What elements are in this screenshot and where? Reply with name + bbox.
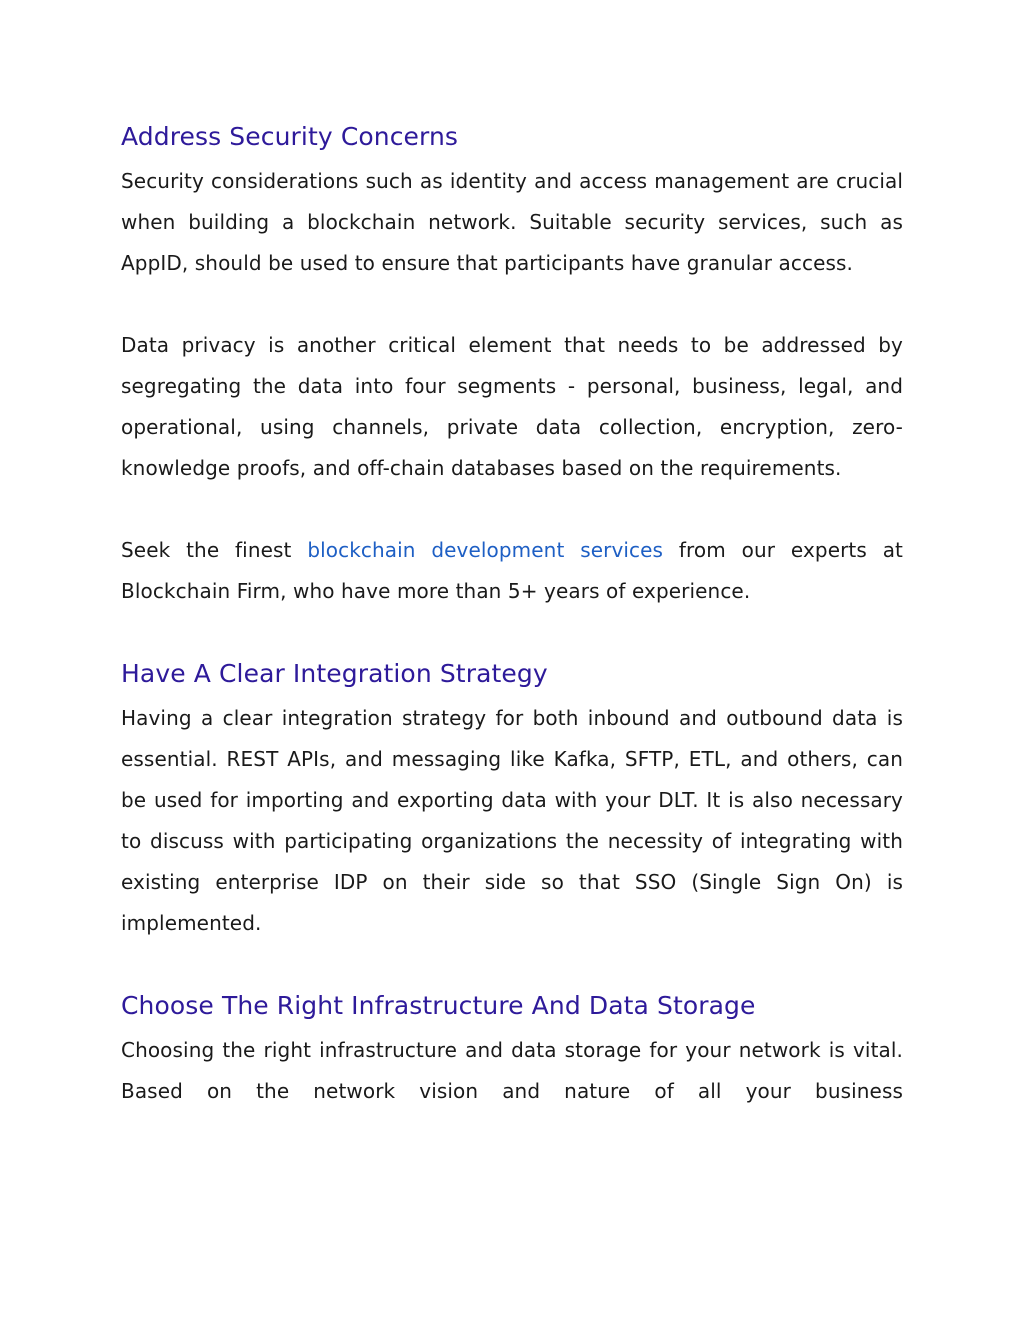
blockchain-services-link[interactable]: blockchain development services xyxy=(307,538,664,562)
paragraph-text: from our experts at Blockchain Firm, who have more than 5+ years of experience. xyxy=(121,538,903,603)
paragraph-text: Seek the finest xyxy=(121,538,308,562)
security-paragraph-1: Security considerations such as identity and access management are crucial when building a blockchain network. Suitable security services, such as AppID, should be used to ensure that participants have granular access. xyxy=(121,169,903,275)
integration-paragraph-1: Having a clear integration strategy for both inbound and outbound data is essential. REST APIs, and messaging like Kafka, SFTP, ETL, and others, can be used for importing and exporting data with your DLT. It is also necessary to discuss with participating organizations the necessity of integrating with existing enterprise IDP on their side so that SSO (Single Sign On) is implemented. xyxy=(121,706,903,935)
security-paragraph-2: Data privacy is another critical element that needs to be addressed by segregating the data into four segments - personal, business, legal, and operational, using channels, private data collection, encryption, zero-knowledge proofs, and off-chain databases based on the requirements. xyxy=(121,333,903,480)
document-page xyxy=(121,118,903,1112)
section-heading-infrastructure: Choose The Right Infrastructure And Data Storage xyxy=(121,991,756,1020)
section-heading-security: Address Security Concerns xyxy=(121,122,459,151)
security-paragraph-3 xyxy=(121,530,903,612)
section-heading-integration: Have A Clear Integration Strategy xyxy=(121,659,548,688)
infrastructure-paragraph-1: Choosing the right infrastructure and data storage for your network is vital. Based on the network vision and nature of all your business xyxy=(121,1038,903,1103)
